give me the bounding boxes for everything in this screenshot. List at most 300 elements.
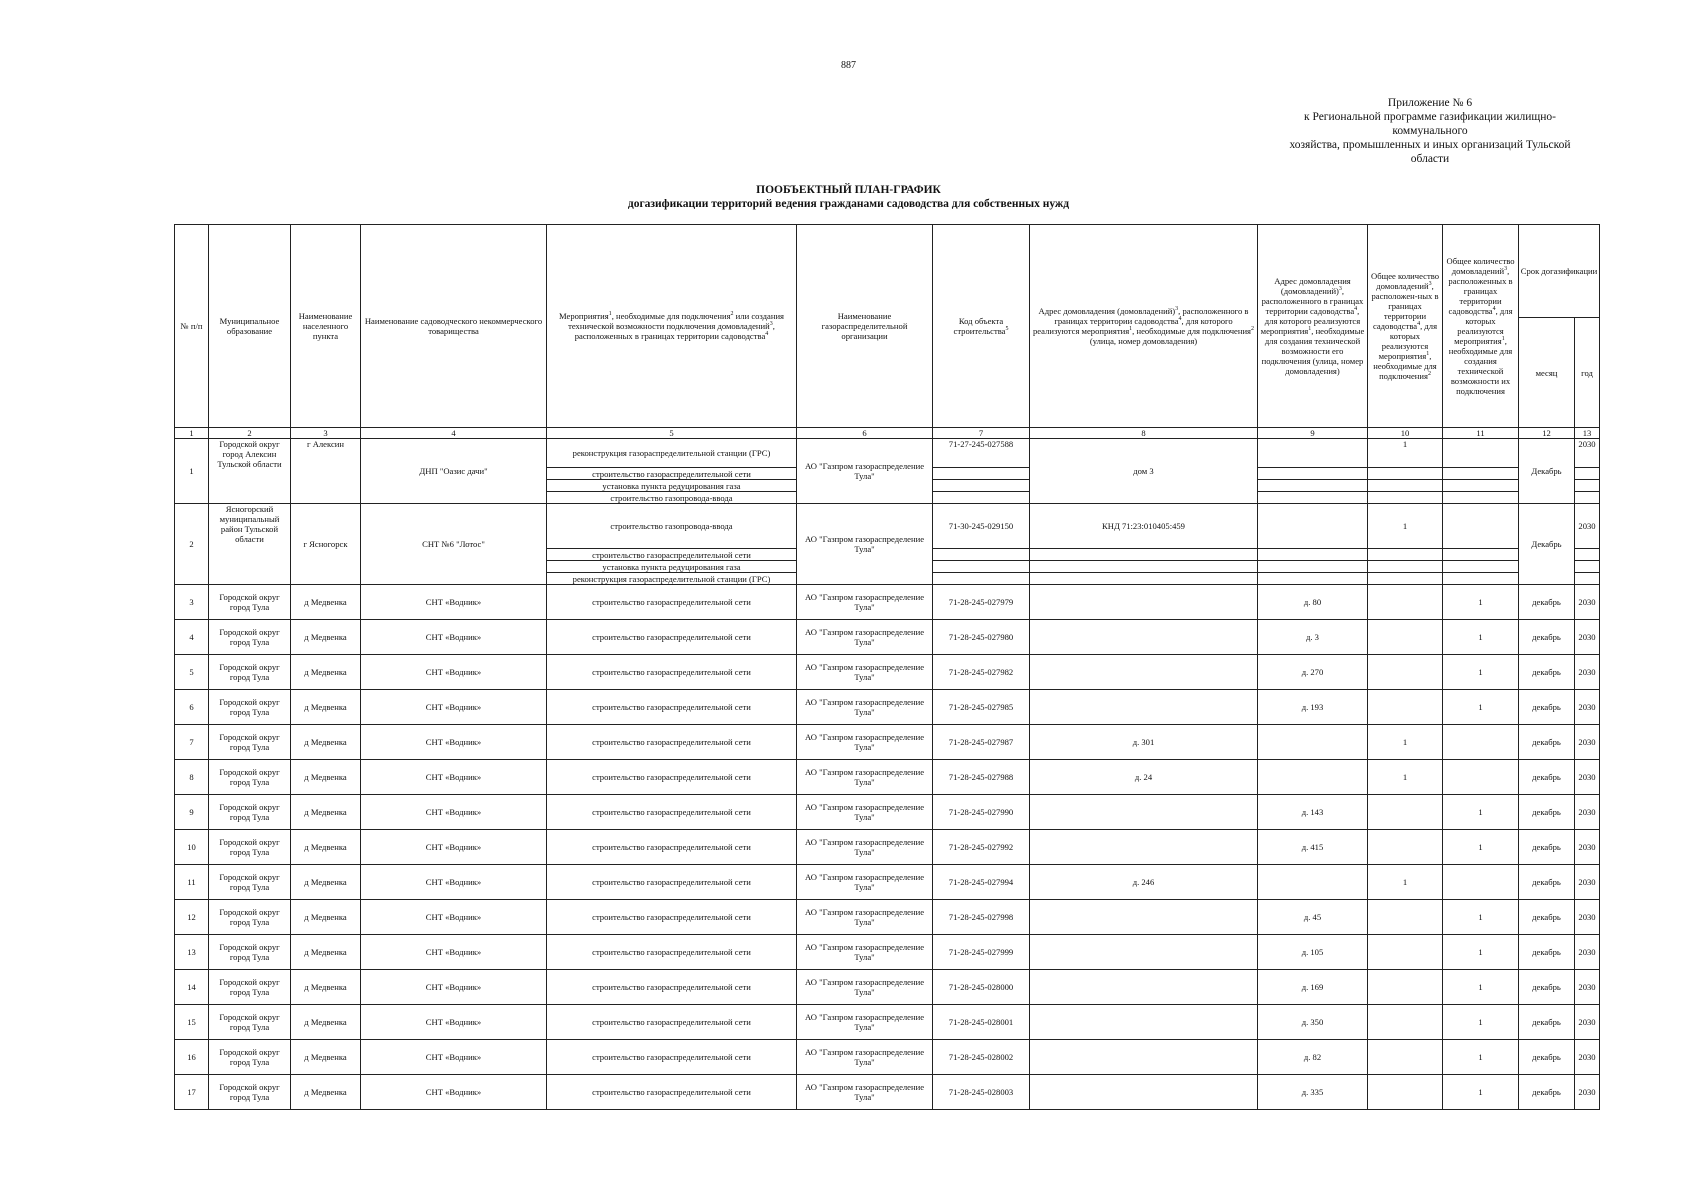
cell-addr8 [1030,935,1258,970]
cell-count10-empty [1368,468,1443,480]
cell-num: 15 [175,1005,209,1040]
cell-code: 71-28-245-027994 [933,865,1030,900]
cell-np: д Медвенка [291,1040,361,1075]
cell-count11-empty [1443,549,1519,561]
cell-count10 [1368,585,1443,620]
header-cell: Адрес домовладения (домовладений)$^3$, расположенного в границах территории садоводства$^4$, для которого реализуются мероприятия$^1$, необходимые для создания технической возможности его подключения (улица, номер домовладения) [1258,225,1368,428]
header-cell: Код объекта строительства$^5$ [933,225,1030,428]
cell-addr9: д. 82 [1258,1040,1368,1075]
cell-addr8 [1030,1075,1258,1110]
header-row [175,225,1600,318]
cell-gro: АО "Газпром газораспределение Тула" [797,439,933,504]
cell-activity: строительство газораспределительной сети [547,900,797,935]
cell-np: д Медвенка [291,935,361,970]
cell-count10-empty [1368,480,1443,492]
cell-count10 [1368,830,1443,865]
header-cell: месяц [1519,318,1575,428]
header-cell: Срок догазификации [1519,225,1600,318]
column-number: 8 [1030,428,1258,439]
cell-mo: Городской округ город Тула [209,900,291,935]
cell-np: д Медвенка [291,830,361,865]
cell-snt: СНТ «Водник» [361,585,547,620]
column-number-row [175,428,1600,439]
cell-count10 [1368,795,1443,830]
appendix-line: области [1410,153,1450,165]
cell-addr9 [1258,760,1368,795]
cell-code: 71-28-245-028003 [933,1075,1030,1110]
column-number: 7 [933,428,1030,439]
cell-month: декабрь [1519,690,1575,725]
cell-addr8 [1030,1040,1258,1075]
cell-count10 [1368,970,1443,1005]
cell-count11: 1 [1443,935,1519,970]
cell-snt: СНТ «Водник» [361,795,547,830]
cell-addr8: КНД 71:23:010405:459 [1030,504,1258,549]
column-number: 2 [209,428,291,439]
cell-count10 [1368,655,1443,690]
cell-addr9: д. 45 [1258,900,1368,935]
cell-num: 17 [175,1075,209,1110]
cell-count11: 1 [1443,655,1519,690]
cell-count11: 1 [1443,1040,1519,1075]
cell-month: декабрь [1519,970,1575,1005]
cell-code: 71-28-245-028001 [933,1005,1030,1040]
cell-snt: СНТ №6 "Лотос" [361,504,547,585]
cell-code: 71-28-245-027988 [933,760,1030,795]
cell-np: г Ясногорск [291,504,361,585]
cell-count10: 1 [1368,760,1443,795]
cell-gro: АО "Газпром газораспределение Тула" [797,725,933,760]
cell-count10 [1368,935,1443,970]
header-cell: Адрес домовладения (домовладений)$^3$, расположенного в границах территории садоводства$^4$, для которого реализуются мероприятия$^1$, необходимые для подключения$^2$ (улица, номер домовладения) [1030,225,1258,428]
cell-count11: 1 [1443,585,1519,620]
cell-activity: строительство газораспределительной сети [547,549,797,561]
cell-mo: Городской округ город Тула [209,935,291,970]
plan-table [174,224,1600,1110]
cell-count11-empty [1443,468,1519,480]
cell-count10 [1368,900,1443,935]
cell-month: декабрь [1519,795,1575,830]
cell-gro: АО "Газпром газораспределение Тула" [797,1075,933,1110]
cell-mo: Городской округ город Тула [209,1005,291,1040]
cell-year: 2030 [1575,1075,1600,1110]
cell-mo: Городской округ город Тула [209,830,291,865]
cell-addr8 [1030,1005,1258,1040]
cell-activity: строительство газопровода-ввода [547,492,797,504]
table-row [175,620,1600,655]
cell-mo: Городской округ город Тула [209,620,291,655]
cell-num: 13 [175,935,209,970]
cell-code: 71-27-245-027588 [933,439,1030,468]
cell-activity: строительство газораспределительной сети [547,690,797,725]
cell-month: декабрь [1519,1075,1575,1110]
cell-activity: реконструкция газораспределительной станции (ГРС) [547,573,797,585]
cell-year-empty [1575,468,1600,480]
cell-activity: строительство газораспределительной сети [547,970,797,1005]
cell-count10-empty [1368,573,1443,585]
cell-mo: Городской округ город Тула [209,970,291,1005]
appendix-line: коммунального [1392,125,1468,137]
cell-np: д Медвенка [291,795,361,830]
cell-month: декабрь [1519,655,1575,690]
cell-np: д Медвенка [291,865,361,900]
cell-np: д Медвенка [291,725,361,760]
document-title [0,183,1697,211]
cell-mo: Городской округ город Тула [209,1040,291,1075]
cell-activity: установка пункта редуцирования газа [547,561,797,573]
cell-np: д Медвенка [291,620,361,655]
title-line: ПООБЪЕКТНЫЙ ПЛАН-ГРАФИК [756,184,941,196]
cell-month: декабрь [1519,830,1575,865]
cell-count10-empty [1368,561,1443,573]
cell-code-empty [933,573,1030,585]
cell-month: Декабрь [1519,439,1575,504]
cell-year: 2030 [1575,760,1600,795]
cell-code-empty [933,480,1030,492]
cell-year: 2030 [1575,935,1600,970]
cell-snt: СНТ «Водник» [361,620,547,655]
cell-addr8 [1030,900,1258,935]
group-row [175,439,1600,504]
cell-snt: СНТ «Водник» [361,1005,547,1040]
cell-snt: СНТ «Водник» [361,865,547,900]
cell-num: 7 [175,725,209,760]
cell-num: 11 [175,865,209,900]
cell-addr8 [1030,585,1258,620]
cell-gro: АО "Газпром газораспределение Тула" [797,830,933,865]
cell-addr9: д. 415 [1258,830,1368,865]
cell-gro: АО "Газпром газораспределение Тула" [797,504,933,585]
cell-year: 2030 [1575,655,1600,690]
cell-addr9: д. 143 [1258,795,1368,830]
cell-activity: строительство газораспределительной сети [547,1005,797,1040]
table-row [175,725,1600,760]
header-cell: Мероприятия$^1$, необходимые для подключения$^2$ или создания технической возможности подключения домовладений$^3$, расположенных в границах территории садоводства$^4$ [547,225,797,428]
cell-addr8-empty [1030,573,1258,585]
cell-addr8-empty [1030,561,1258,573]
cell-count11 [1443,865,1519,900]
header-cell: Общее количество домовладений$^3$, расположен-ных в границах территории садоводства$^4$, для которых реализуются мероприятия$^1$, необходимые для подключения$^2$ [1368,225,1443,428]
cell-addr8-empty [1030,549,1258,561]
header-cell: № п/п [175,225,209,428]
cell-count10 [1368,620,1443,655]
cell-code: 71-28-245-027998 [933,900,1030,935]
cell-year: 2030 [1575,620,1600,655]
cell-addr9 [1258,504,1368,549]
cell-count11: 1 [1443,795,1519,830]
header-cell: Наименование газораспределительной организации [797,225,933,428]
cell-num: 3 [175,585,209,620]
cell-gro: АО "Газпром газораспределение Тула" [797,655,933,690]
cell-mo: Городской округ город Тула [209,655,291,690]
cell-snt: СНТ «Водник» [361,970,547,1005]
cell-addr8: д. 246 [1030,865,1258,900]
cell-year-empty [1575,549,1600,561]
cell-addr9-empty [1258,468,1368,480]
cell-year: 2030 [1575,439,1600,468]
cell-num: 9 [175,795,209,830]
cell-gro: АО "Газпром газораспределение Тула" [797,795,933,830]
cell-addr9: д. 105 [1258,935,1368,970]
cell-count10 [1368,1075,1443,1110]
appendix-note [1270,96,1590,166]
appendix-line: хозяйства, промышленных и иных организаций Тульской [1289,139,1571,151]
column-number: 6 [797,428,933,439]
cell-activity: строительство газораспределительной сети [547,760,797,795]
cell-count10: 1 [1368,439,1443,468]
column-number: 10 [1368,428,1443,439]
cell-count10-empty [1368,549,1443,561]
table-row [175,865,1600,900]
column-number: 13 [1575,428,1600,439]
cell-addr9 [1258,439,1368,468]
cell-month: Декабрь [1519,504,1575,585]
table-row [175,585,1600,620]
cell-snt: СНТ «Водник» [361,690,547,725]
cell-mo: Городской округ город Тула [209,1075,291,1110]
cell-year: 2030 [1575,900,1600,935]
cell-snt: СНТ «Водник» [361,655,547,690]
cell-num: 8 [175,760,209,795]
cell-np: д Медвенка [291,1075,361,1110]
cell-num: 6 [175,690,209,725]
cell-code-empty [933,561,1030,573]
cell-num: 5 [175,655,209,690]
group-row [175,504,1600,585]
cell-count11: 1 [1443,970,1519,1005]
cell-activity: строительство газораспределительной сети [547,1075,797,1110]
column-number: 11 [1443,428,1519,439]
table-row [175,900,1600,935]
header-cell: год [1575,318,1600,428]
cell-month: декабрь [1519,725,1575,760]
cell-addr9 [1258,865,1368,900]
appendix-line: Приложение № 6 [1387,97,1473,109]
cell-np: д Медвенка [291,690,361,725]
cell-activity: строительство газораспределительной сети [547,1040,797,1075]
cell-np: д Медвенка [291,970,361,1005]
header-cell: Муниципальное образование [209,225,291,428]
cell-count11-empty [1443,480,1519,492]
table-row [175,1005,1600,1040]
cell-np: г Алексин [291,439,361,504]
column-number: 9 [1258,428,1368,439]
cell-month: декабрь [1519,1005,1575,1040]
cell-snt: СНТ «Водник» [361,1075,547,1110]
table-row [175,655,1600,690]
table-row [175,795,1600,830]
cell-activity: строительство газораспределительной сети [547,620,797,655]
cell-count11: 1 [1443,830,1519,865]
cell-addr9: д. 270 [1258,655,1368,690]
cell-addr9-empty [1258,480,1368,492]
cell-addr9-empty [1258,549,1368,561]
cell-count11 [1443,504,1519,549]
cell-snt: ДНП "Оазис дачи" [361,439,547,504]
table-row [175,1075,1600,1110]
cell-code-empty [933,549,1030,561]
cell-mo: Городской округ город Тула [209,585,291,620]
cell-code: 71-28-245-027990 [933,795,1030,830]
cell-addr9-empty [1258,573,1368,585]
cell-activity: реконструкция газораспределительной станции (ГРС) [547,439,797,468]
cell-year: 2030 [1575,830,1600,865]
table-row [175,1040,1600,1075]
column-number: 3 [291,428,361,439]
cell-num: 1 [175,439,209,504]
cell-activity: строительство газораспределительной сети [547,795,797,830]
cell-addr8: д. 24 [1030,760,1258,795]
cell-count11 [1443,439,1519,468]
cell-code: 71-28-245-027999 [933,935,1030,970]
table-row [175,935,1600,970]
cell-addr8: дом 3 [1030,439,1258,504]
table-row [175,690,1600,725]
cell-month: декабрь [1519,1040,1575,1075]
cell-year-empty [1575,492,1600,504]
cell-year: 2030 [1575,725,1600,760]
subtitle-line: догазификации территорий ведения гражданами садоводства для собственных нужд [627,198,1070,210]
cell-code-empty [933,468,1030,480]
cell-count11: 1 [1443,900,1519,935]
cell-addr9: д. 350 [1258,1005,1368,1040]
table-row [175,760,1600,795]
cell-code: 71-28-245-027982 [933,655,1030,690]
cell-count10: 1 [1368,725,1443,760]
cell-num: 4 [175,620,209,655]
cell-activity: строительство газораспределительной сети [547,468,797,480]
cell-count10 [1368,1040,1443,1075]
cell-mo: Городской округ город Тула [209,725,291,760]
cell-count11-empty [1443,573,1519,585]
cell-addr9 [1258,725,1368,760]
cell-num: 16 [175,1040,209,1075]
cell-activity: установка пункта редуцирования газа [547,480,797,492]
cell-addr8: д. 301 [1030,725,1258,760]
cell-count11: 1 [1443,1075,1519,1110]
cell-year: 2030 [1575,504,1600,549]
cell-mo: Городской округ город Тула [209,795,291,830]
cell-code: 71-28-245-027980 [933,620,1030,655]
cell-count10-empty [1368,492,1443,504]
cell-code: 71-28-245-028002 [933,1040,1030,1075]
cell-activity: строительство газораспределительной сети [547,935,797,970]
cell-year: 2030 [1575,690,1600,725]
header-cell: Наименование населенного пункта [291,225,361,428]
cell-count11-empty [1443,561,1519,573]
cell-count11 [1443,725,1519,760]
page-number: 887 [841,60,856,71]
cell-addr9: д. 80 [1258,585,1368,620]
cell-count10: 1 [1368,865,1443,900]
cell-np: д Медвенка [291,900,361,935]
cell-np: д Медвенка [291,655,361,690]
cell-gro: АО "Газпром газораспределение Тула" [797,1005,933,1040]
cell-count10 [1368,1005,1443,1040]
cell-mo: Городской округ город Тула [209,865,291,900]
cell-addr9-empty [1258,561,1368,573]
cell-gro: АО "Газпром газораспределение Тула" [797,1040,933,1075]
cell-year: 2030 [1575,795,1600,830]
cell-addr8 [1030,830,1258,865]
column-number: 1 [175,428,209,439]
cell-count11: 1 [1443,1005,1519,1040]
cell-num: 12 [175,900,209,935]
cell-snt: СНТ «Водник» [361,760,547,795]
cell-gro: АО "Газпром газораспределение Тула" [797,970,933,1005]
cell-gro: АО "Газпром газораспределение Тула" [797,935,933,970]
cell-year: 2030 [1575,1040,1600,1075]
cell-addr9: д. 335 [1258,1075,1368,1110]
cell-num: 14 [175,970,209,1005]
cell-year: 2030 [1575,865,1600,900]
appendix-line: к Региональной программе газификации жилищно- [1303,111,1557,123]
cell-mo: Городской округ город Тула [209,690,291,725]
cell-snt: СНТ «Водник» [361,725,547,760]
cell-count10: 1 [1368,504,1443,549]
cell-mo: Городской округ город Тула [209,760,291,795]
cell-year-empty [1575,480,1600,492]
cell-snt: СНТ «Водник» [361,900,547,935]
cell-count11: 1 [1443,690,1519,725]
column-number: 4 [361,428,547,439]
cell-month: декабрь [1519,760,1575,795]
cell-np: д Медвенка [291,760,361,795]
cell-np: д Медвенка [291,585,361,620]
cell-gro: АО "Газпром газораспределение Тула" [797,690,933,725]
table-body [175,585,1600,1110]
cell-gro: АО "Газпром газораспределение Тула" [797,585,933,620]
cell-activity: строительство газопровода-ввода [547,504,797,549]
cell-count11 [1443,760,1519,795]
cell-activity: строительство газораспределительной сети [547,865,797,900]
cell-year: 2030 [1575,585,1600,620]
cell-addr8 [1030,620,1258,655]
cell-snt: СНТ «Водник» [361,1040,547,1075]
cell-code-empty [933,492,1030,504]
header-cell: Наименование садоводческого некоммерческого товарищества [361,225,547,428]
cell-month: декабрь [1519,585,1575,620]
cell-code: 71-28-245-027979 [933,585,1030,620]
cell-addr8 [1030,655,1258,690]
cell-activity: строительство газораспределительной сети [547,585,797,620]
cell-count10 [1368,690,1443,725]
cell-gro: АО "Газпром газораспределение Тула" [797,620,933,655]
cell-activity: строительство газораспределительной сети [547,655,797,690]
cell-addr8 [1030,795,1258,830]
cell-addr9: д. 169 [1258,970,1368,1005]
cell-snt: СНТ «Водник» [361,935,547,970]
cell-addr8 [1030,970,1258,1005]
cell-code: 71-28-245-028000 [933,970,1030,1005]
cell-gro: АО "Газпром газораспределение Тула" [797,900,933,935]
cell-addr9: д. 3 [1258,620,1368,655]
cell-mo: Ясногорский муниципальный район Тульской области [209,504,291,585]
cell-year-empty [1575,561,1600,573]
cell-year-empty [1575,573,1600,585]
table-row [175,830,1600,865]
cell-addr9-empty [1258,492,1368,504]
cell-year: 2030 [1575,1005,1600,1040]
cell-month: декабрь [1519,900,1575,935]
cell-num: 10 [175,830,209,865]
cell-month: декабрь [1519,620,1575,655]
cell-count11-empty [1443,492,1519,504]
cell-mo: Городской округ город Алексин Тульской области [209,439,291,504]
column-number: 5 [547,428,797,439]
cell-activity: строительство газораспределительной сети [547,725,797,760]
cell-snt: СНТ «Водник» [361,830,547,865]
